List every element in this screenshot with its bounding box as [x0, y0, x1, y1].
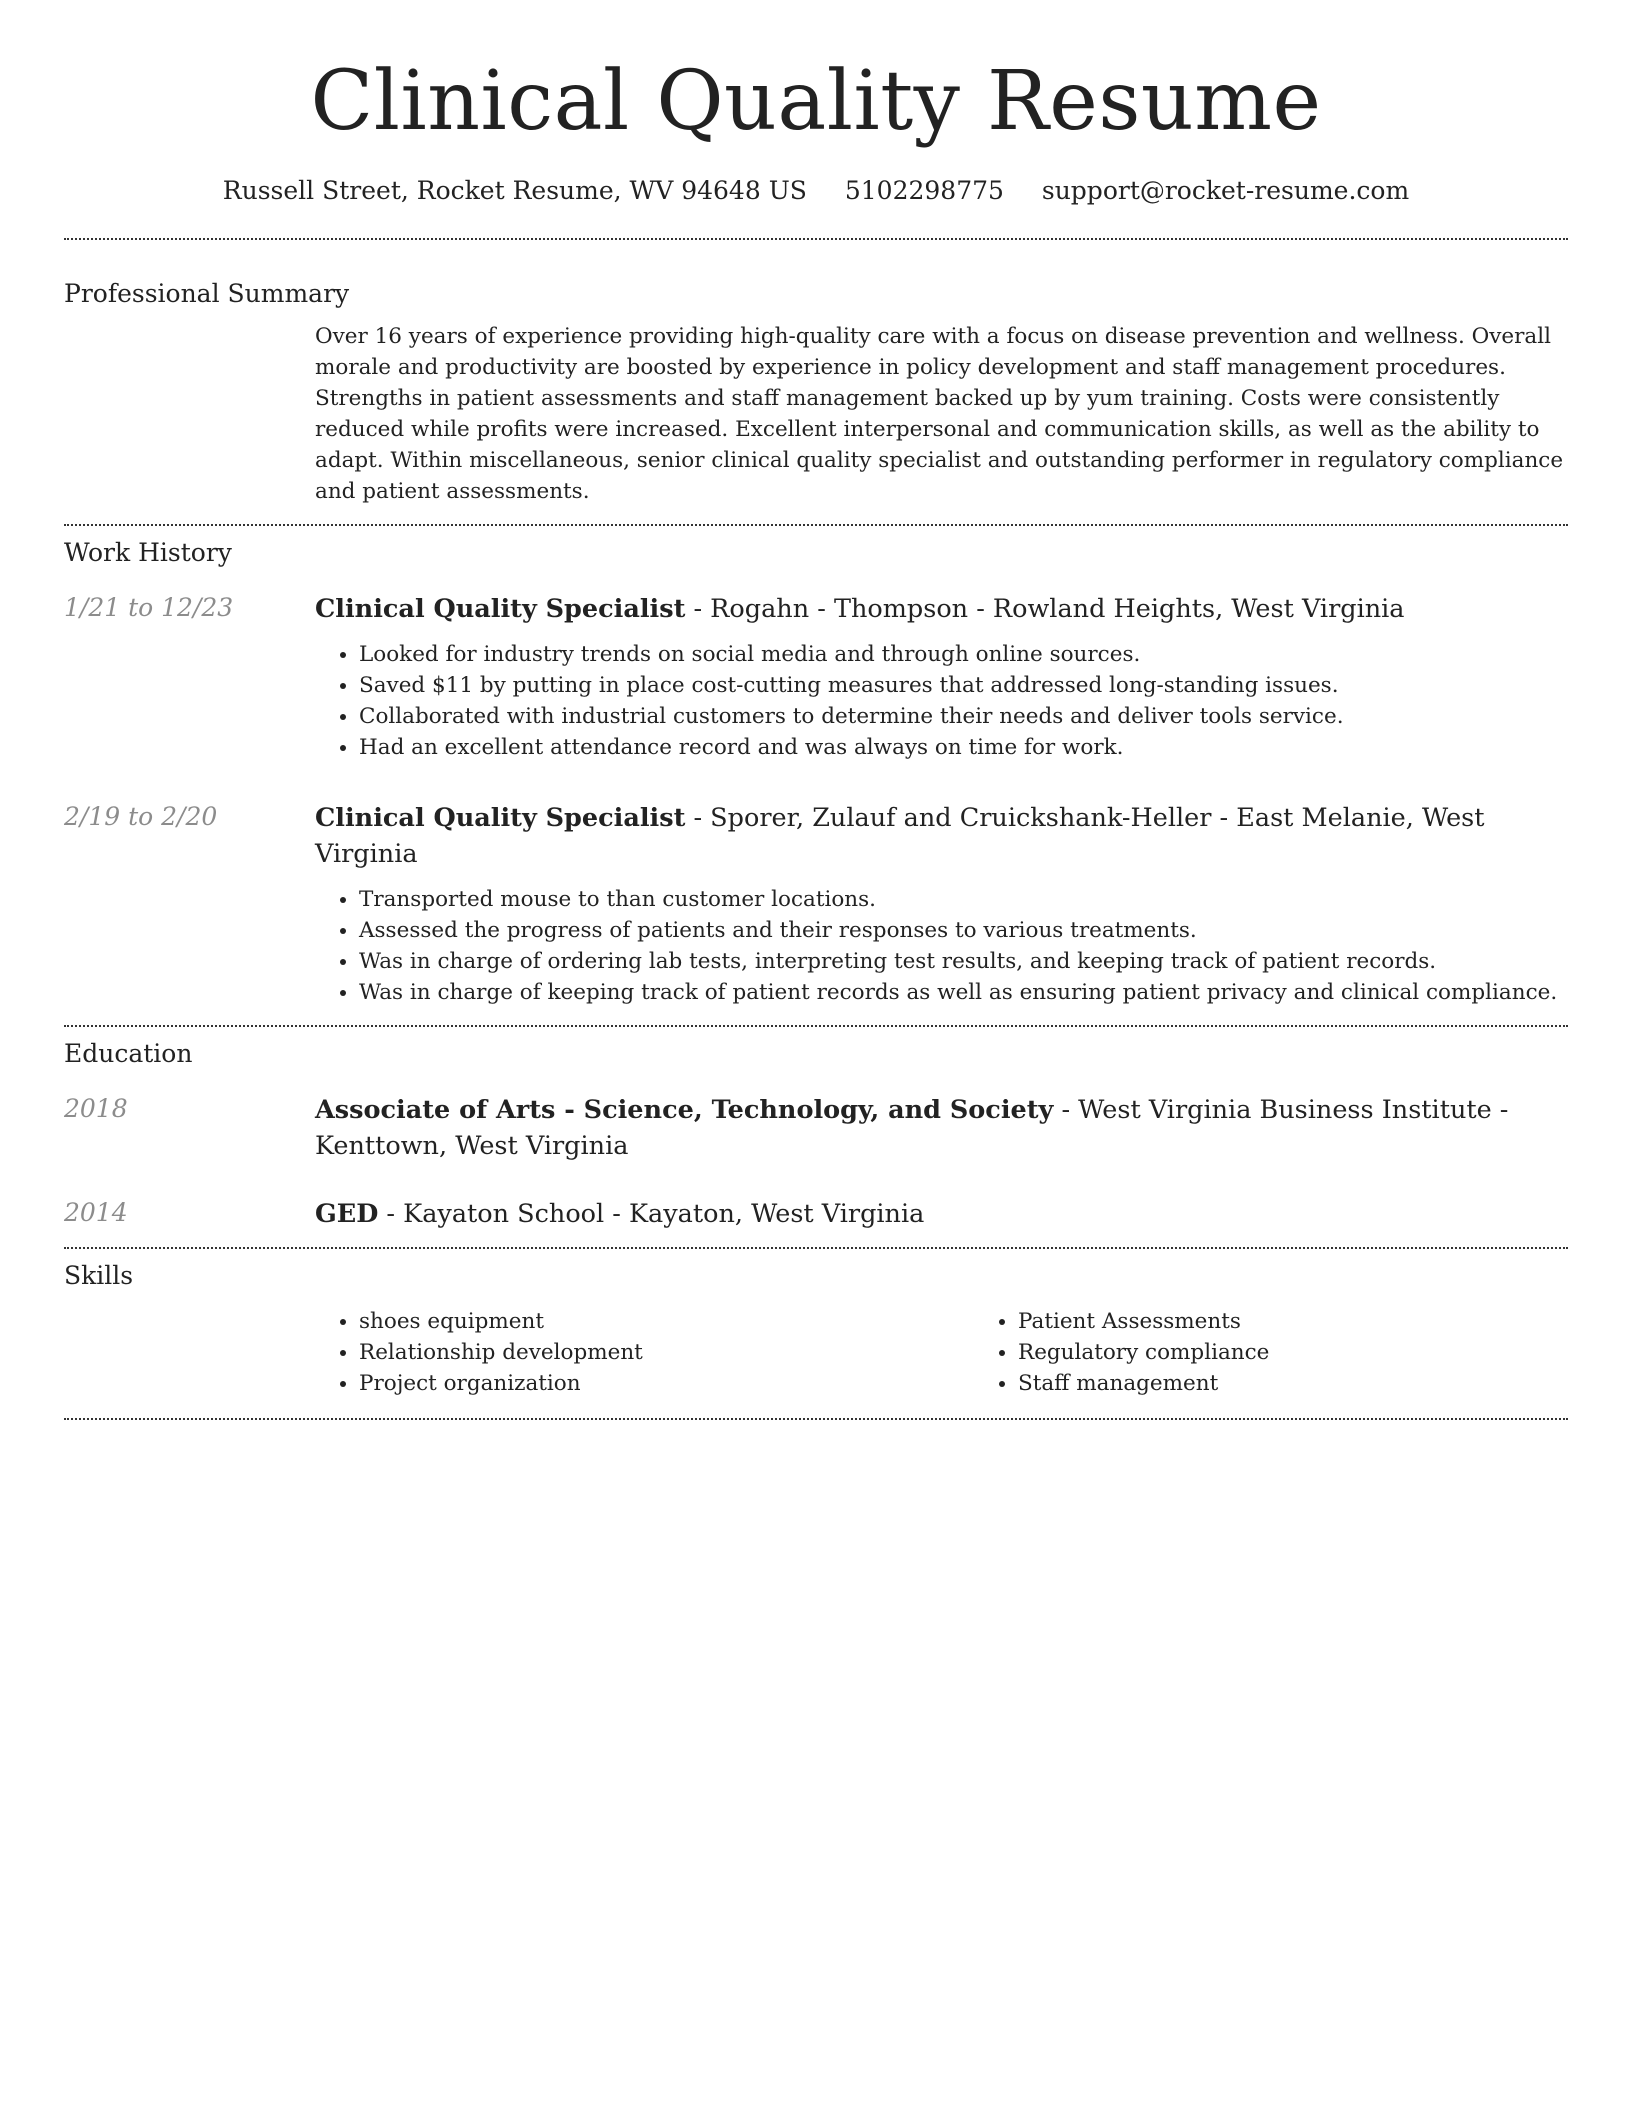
list-item: • Was in charge of ordering lab tests, interpreting test results, and keeping track of patient records.: [359, 946, 1568, 977]
job-details: - Sporer, Zulauf and Cruickshank-Heller - East Melanie, West Virginia: [315, 803, 1485, 869]
summary-row: [64, 321, 1568, 507]
list-item: • Saved $11 by putting in place cost-cutting measures that addressed long-standing issues.: [359, 670, 1568, 701]
skills-left-spacer: [64, 1306, 315, 1399]
job-content: [315, 591, 1568, 763]
education-entry: [64, 1196, 1568, 1232]
summary-left-spacer: [64, 321, 315, 507]
divider: [64, 238, 1568, 240]
education-year: 2014: [64, 1198, 128, 1227]
section-heading-skills: Skills: [64, 1261, 134, 1290]
job-role: Clinical Quality Specialist: [315, 803, 686, 833]
job-role: Clinical Quality Specialist: [315, 594, 686, 624]
skill-item: • Staff management: [1018, 1368, 1632, 1399]
education-details: - West Virginia Business Institute - Kenttown, West Virginia: [315, 1095, 1509, 1161]
job-heading: [315, 591, 1568, 627]
list-item: • Collaborated with industrial customers to determine their needs and deliver tools service.: [359, 701, 1568, 732]
job-dates: 1/21 to 12/23: [64, 593, 234, 622]
skills-grid: [315, 1306, 1632, 1399]
job-entry: [64, 591, 1568, 763]
skill-item: • shoes equipment: [359, 1306, 974, 1337]
job-bullets: [315, 884, 1568, 1008]
resume-page: [64, 0, 1568, 1420]
contact-address: Russell Street, Rocket Resume, WV 94648 US: [222, 176, 807, 205]
skill-item: • Relationship development: [359, 1337, 974, 1368]
summary-body: [315, 321, 1568, 507]
education-content: [315, 1196, 1568, 1232]
skills-row: [64, 1306, 1568, 1399]
divider: [64, 1247, 1568, 1249]
list-item: • Transported mouse to than customer locations.: [359, 884, 1568, 915]
skills-list-left: [315, 1306, 974, 1399]
divider: [64, 524, 1568, 526]
resume-title: Clinical Quality Resume: [310, 54, 1322, 149]
job-content: [315, 800, 1568, 1008]
job-bullets: [315, 639, 1568, 763]
summary-text: Over 16 years of experience providing high-quality care with a focus on disease prevention and wellness. Overall morale and productivity are boosted by experience in policy development and staff management procedures. Strengths in patient assessments and staff management backed up by yum training. Costs were consistently reduced while profits were increased. Excellent interpersonal and communication skills, as well as the ability to adapt. Within miscellaneous, senior clinical quality specialist and outstanding performer in regulatory compliance and patient assessments.: [315, 324, 1564, 504]
education-degree: Associate of Arts - Science, Technology, and Society: [315, 1095, 1054, 1125]
education-heading: [315, 1092, 1568, 1164]
skills-list-right: [974, 1306, 1632, 1399]
education-degree: GED: [315, 1199, 379, 1229]
contact-line: [64, 174, 1568, 208]
education-entry: [64, 1092, 1568, 1164]
divider: [64, 1418, 1568, 1420]
education-content: [315, 1092, 1568, 1164]
contact-phone: 5102298775: [844, 176, 1004, 205]
list-item: • Looked for industry trends on social media and through online sources.: [359, 639, 1568, 670]
job-heading: [315, 800, 1568, 872]
job-entry: [64, 800, 1568, 1008]
list-item: • Assessed the progress of patients and their responses to various treatments.: [359, 915, 1568, 946]
list-item: • Had an excellent attendance record and was always on time for work.: [359, 732, 1568, 763]
section-heading-work: Work History: [64, 538, 232, 567]
job-dates: 2/19 to 2/20: [64, 802, 218, 831]
skill-item: • Patient Assessments: [1018, 1306, 1632, 1337]
section-heading-education: Education: [64, 1039, 193, 1068]
education-details: - Kayaton School - Kayaton, West Virginia: [378, 1199, 925, 1229]
education-heading: [315, 1196, 1568, 1232]
education-year: 2018: [64, 1094, 128, 1123]
section-heading-summary: Professional Summary: [64, 279, 350, 308]
list-item: • Was in charge of keeping track of patient records as well as ensuring patient privacy and clinical compliance.: [359, 977, 1568, 1008]
skill-item: • Regulatory compliance: [1018, 1337, 1632, 1368]
job-details: - Rogahn - Thompson - Rowland Heights, West Virginia: [685, 594, 1405, 624]
divider: [64, 1025, 1568, 1027]
skill-item: • Project organization: [359, 1368, 974, 1399]
contact-email: support@rocket-resume.com: [1041, 176, 1410, 205]
